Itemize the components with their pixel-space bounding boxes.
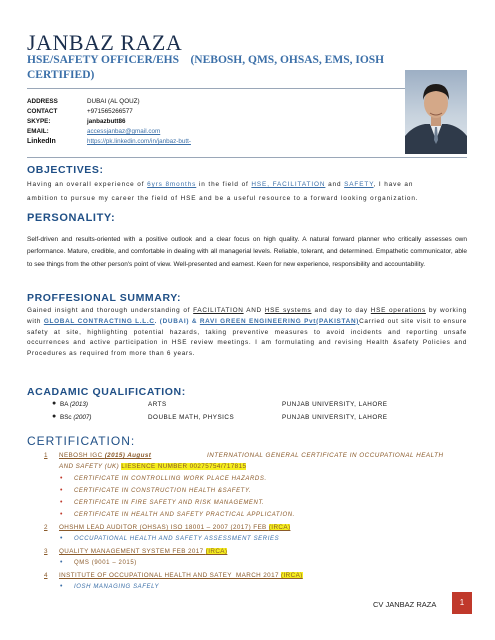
cert-number: 4 <box>44 572 48 579</box>
qualification-row <box>52 400 460 413</box>
cert-ohsas-title: OHSHM LEAD AUDITOR (OHSAS) ISO 18001 – 2007 (2017) FEB (IRCA) <box>59 524 291 531</box>
hse-systems-term: HSE systems <box>264 307 312 314</box>
field: DOUBLE MATH, PHYSICS <box>148 414 235 421</box>
objectives-line2: ambition to pursue my career the field of HSE and be a useful resource to a forward looking organization. <box>27 195 419 202</box>
cert-sub-item: OCCUPATIONAL HEALTH AND SAFETY ASSESSMENT SERIES <box>74 536 280 542</box>
cert-sub-item: CERTIFICATE IN FIRE SAFETY AND RISK MANAGEMENT. <box>74 500 265 506</box>
safety-term: SAFETY <box>344 181 374 188</box>
bullet-icon: • <box>60 559 63 566</box>
hse-facilitation-term: HSE, FACILITATION <box>251 181 326 188</box>
email-label: EMAIL: <box>27 128 49 135</box>
contact-label: CONTACT <box>27 108 58 115</box>
certification-heading: CERTIFICATION: <box>27 434 136 448</box>
bullet-icon: • <box>60 487 63 494</box>
address-label: ADDRESS <box>27 98 58 105</box>
cert-sub-item: QMS (9001 – 2015) <box>74 560 137 566</box>
profile-photo <box>405 70 467 154</box>
address-value: DUBAI (AL QOUZ) <box>87 98 140 105</box>
board: PUNJAB UNIVERSITY, LAHORE <box>282 401 388 408</box>
skype-value: janbazbutt86 <box>87 118 126 125</box>
objectives-heading: OBJECTIVES: <box>27 164 104 176</box>
linkedin-link[interactable]: https://pk.linkedin.com/in/janbaz-butt- <box>87 138 191 145</box>
cert-nebosh-desc: INTERNATIONAL GENERAL CERTIFICATE IN OCCUPATIONAL HEALTH <box>207 452 444 459</box>
cert-iosh-title: INSTITUTE OF OCCUPATIONAL HEALTH AND SATEY MARCH 2017 (IRCA) <box>59 572 303 579</box>
contact-divider <box>27 157 467 158</box>
bullet-icon: • <box>60 511 63 518</box>
cert-number: 2 <box>44 524 48 531</box>
bullet-icon: • <box>60 583 63 590</box>
cert-nebosh-desc2: AND SAFETY (UK) LIESENCE NUMBER 00275754/717815 <box>59 463 247 470</box>
qualification-row <box>52 413 460 426</box>
job-title-line2: CERTIFIED) <box>27 69 95 81</box>
qualification-heading: ACADAMIC QUALIFICATION: <box>27 386 186 398</box>
employer-ravi-green: RAVI GREEN ENGINEERING Pvt(PAKISTAN) <box>199 317 360 325</box>
cert-sub-item: CERTIFICATE IN CONSTRUCTION HEALTH &SAFETY. <box>74 488 252 494</box>
facilitation-term: FACILITATION <box>193 307 244 314</box>
portrait-image <box>405 70 467 154</box>
cert-qms-title: QUALITY MANAGEMENT SYSTEM FEB 2017 (IRCA) <box>59 548 228 555</box>
footer-label: CV JANBAZ RAZA <box>373 600 437 609</box>
cert-sub-item: CERTIFICATE IN HEALTH AND SAFETY PRACTICAL APPLICATION. <box>74 512 295 518</box>
degree: BSc (2007) <box>60 414 92 421</box>
cert-nebosh-title: NEBOSH IGC (2015) August <box>59 452 152 459</box>
candidate-name: JANBAZ RAZA <box>27 30 183 55</box>
page-number: 1 <box>452 592 472 614</box>
linkedin-label: LinkedIn <box>27 138 56 145</box>
bullet-icon: ● <box>52 400 57 407</box>
experience-years: 6yrs 8months <box>147 181 197 188</box>
summary-text: Gained insight and thorough understanding of FACILITATION AND HSE systems and day to day HSE operations by working with GLOBAL CONTRACTING L.L.C. (DUBAI) & RAVI GREEN ENGINEERING Pvt(PAKISTAN)Carried out site visit to ensure safety at site, highlighting potential hazards, taking preventive measures to avoid incidents and reporting unsafe occurrences and active participation in HSE review meetings. I am formulating and revising Health &safety Policies and Procedures as required from more than 6 years. <box>27 307 470 358</box>
bullet-icon: ● <box>52 413 57 420</box>
objectives-line1: Having an overall experience of 6yrs 8months in the field of HSE, FACILITATION and SAFETY, I have an <box>27 181 414 188</box>
cert-sub-item: IOSH MANAGING SAFELY <box>74 584 160 590</box>
job-title-line1: HSE/SAFETY OFFICER/EHS (NEBOSH, QMS, OHSAS, EMS, IOSH <box>27 54 385 66</box>
field: ARTS <box>148 401 167 408</box>
bullet-icon: • <box>60 499 63 506</box>
job-title <box>27 53 467 83</box>
license-number: LIESENCE NUMBER 00275754/717815 <box>121 463 247 470</box>
cert-number: 1 <box>44 452 48 459</box>
phone-value: +971565266577 <box>87 108 133 115</box>
cert-sub-item: CERTIFICATE IN CONTROLLING WORK PLACE HAZARDS. <box>74 476 267 482</box>
personality-heading: PERSONALITY: <box>27 212 116 224</box>
email-link[interactable]: accessjanbaz@gmail.com <box>87 128 161 135</box>
personality-text: Self-driven and results-oriented with a positive outlook and a clear focus on high quality. A natural forward planner who critically assesses own performance. Mature, credible, and comfortable in dealing with all managerial levels. Reliable, tolerant, and determined. Empathetic communicator, able to see things from the other person's point of view. Well-presented and earnest. Keen for new experience, responsibility and accountability. <box>27 236 467 268</box>
bullet-icon: • <box>60 535 63 542</box>
cert-number: 3 <box>44 548 48 555</box>
degree: BA (2013) <box>60 401 89 408</box>
header-divider <box>27 88 467 89</box>
objectives-text <box>27 179 467 204</box>
summary-heading: PROFFESIONAL SUMMARY: <box>27 292 182 304</box>
employer-global-contracting: GLOBAL CONTRACTING L.L.C <box>43 317 155 325</box>
board: PUNJAB UNIVERSITY, LAHORE <box>282 414 388 421</box>
skype-label: SKYPE: <box>27 118 51 125</box>
hse-operations-term: HSE operations <box>370 307 426 314</box>
bullet-icon: • <box>60 475 63 482</box>
